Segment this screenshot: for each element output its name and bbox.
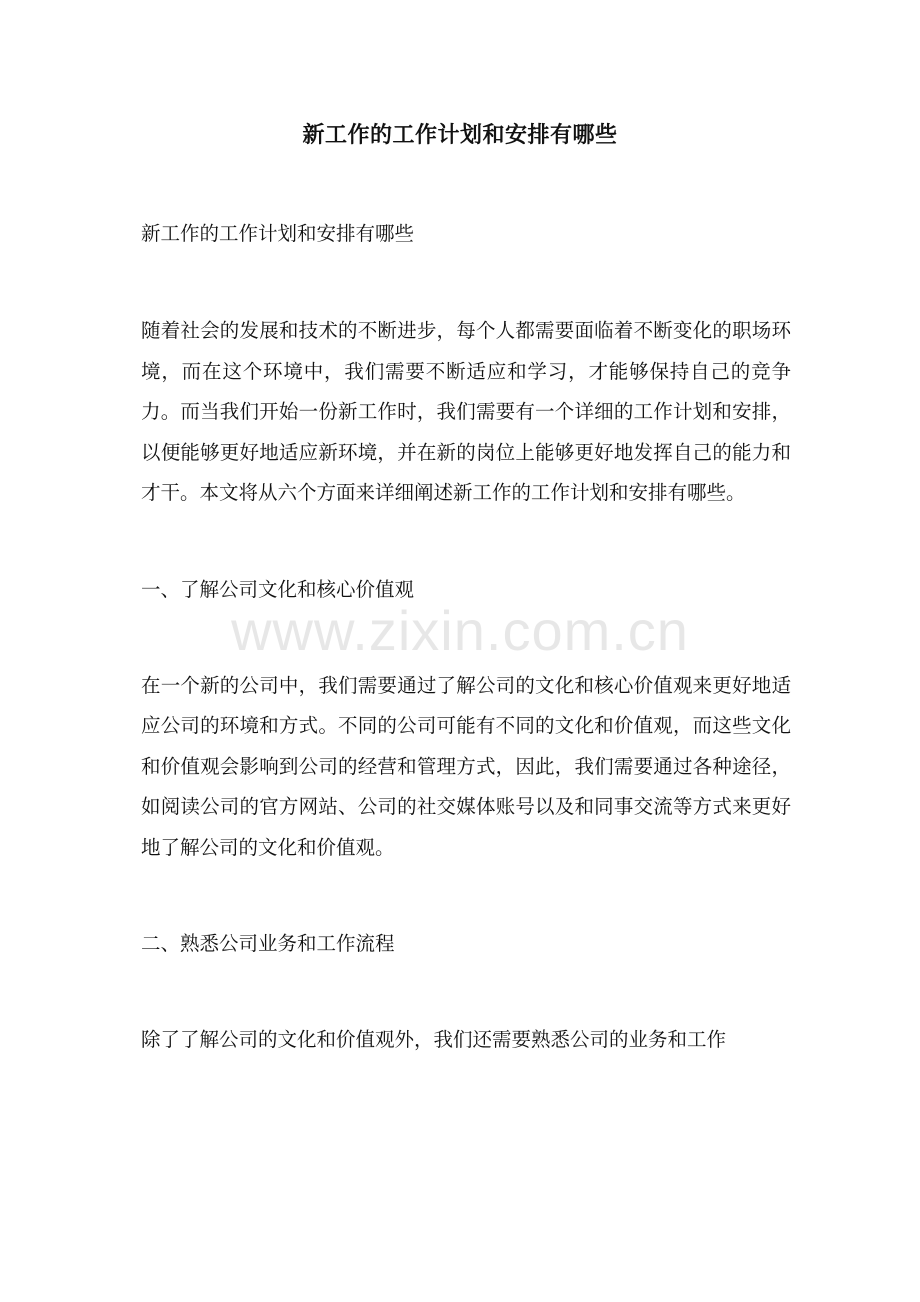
document-title: 新工作的工作计划和安排有哪些	[302, 122, 618, 148]
intro-paragraph: 随着社会的发展和技术的不断进步，每个人都需要面临着不断变化的职场环境，而在这个环境中，我们需要不断适应和学习，才能够保持自己的竞争力。而当我们开始一份新工作时，我们需要有一个详细的工作计划和安排，以便能够更好地适应新环境，并在新的岗位上能够更好地发挥自己的能力和才干。本文将从六个方面来详细阐述新工作的工作计划和安排有哪些。	[141, 319, 791, 504]
section-heading-1: 一、了解公司文化和核心价值观	[141, 577, 415, 601]
watermark: www.zixin.com.cn	[231, 599, 689, 662]
section-body-1: 在一个新的公司中，我们需要通过了解公司的文化和核心价值观来更好地适应公司的环境和方式。不同的公司可能有不同的文化和价值观，而这些文化和价值观会影响到公司的经营和管理方式，因此，我们需要通过各种途径，如阅读公司的官方网站、公司的社交媒体账号以及和同事交流等方式来更好地了解公司的文化和价值观。	[141, 673, 791, 859]
section-heading-2: 二、熟悉公司业务和工作流程	[141, 932, 395, 955]
document-subtitle: 新工作的工作计划和安排有哪些	[141, 222, 415, 245]
document-body	[141, 214, 791, 1061]
section-body-2: 除了了解公司的文化和价值观外，我们还需要熟悉公司的业务和工作	[141, 1028, 727, 1051]
